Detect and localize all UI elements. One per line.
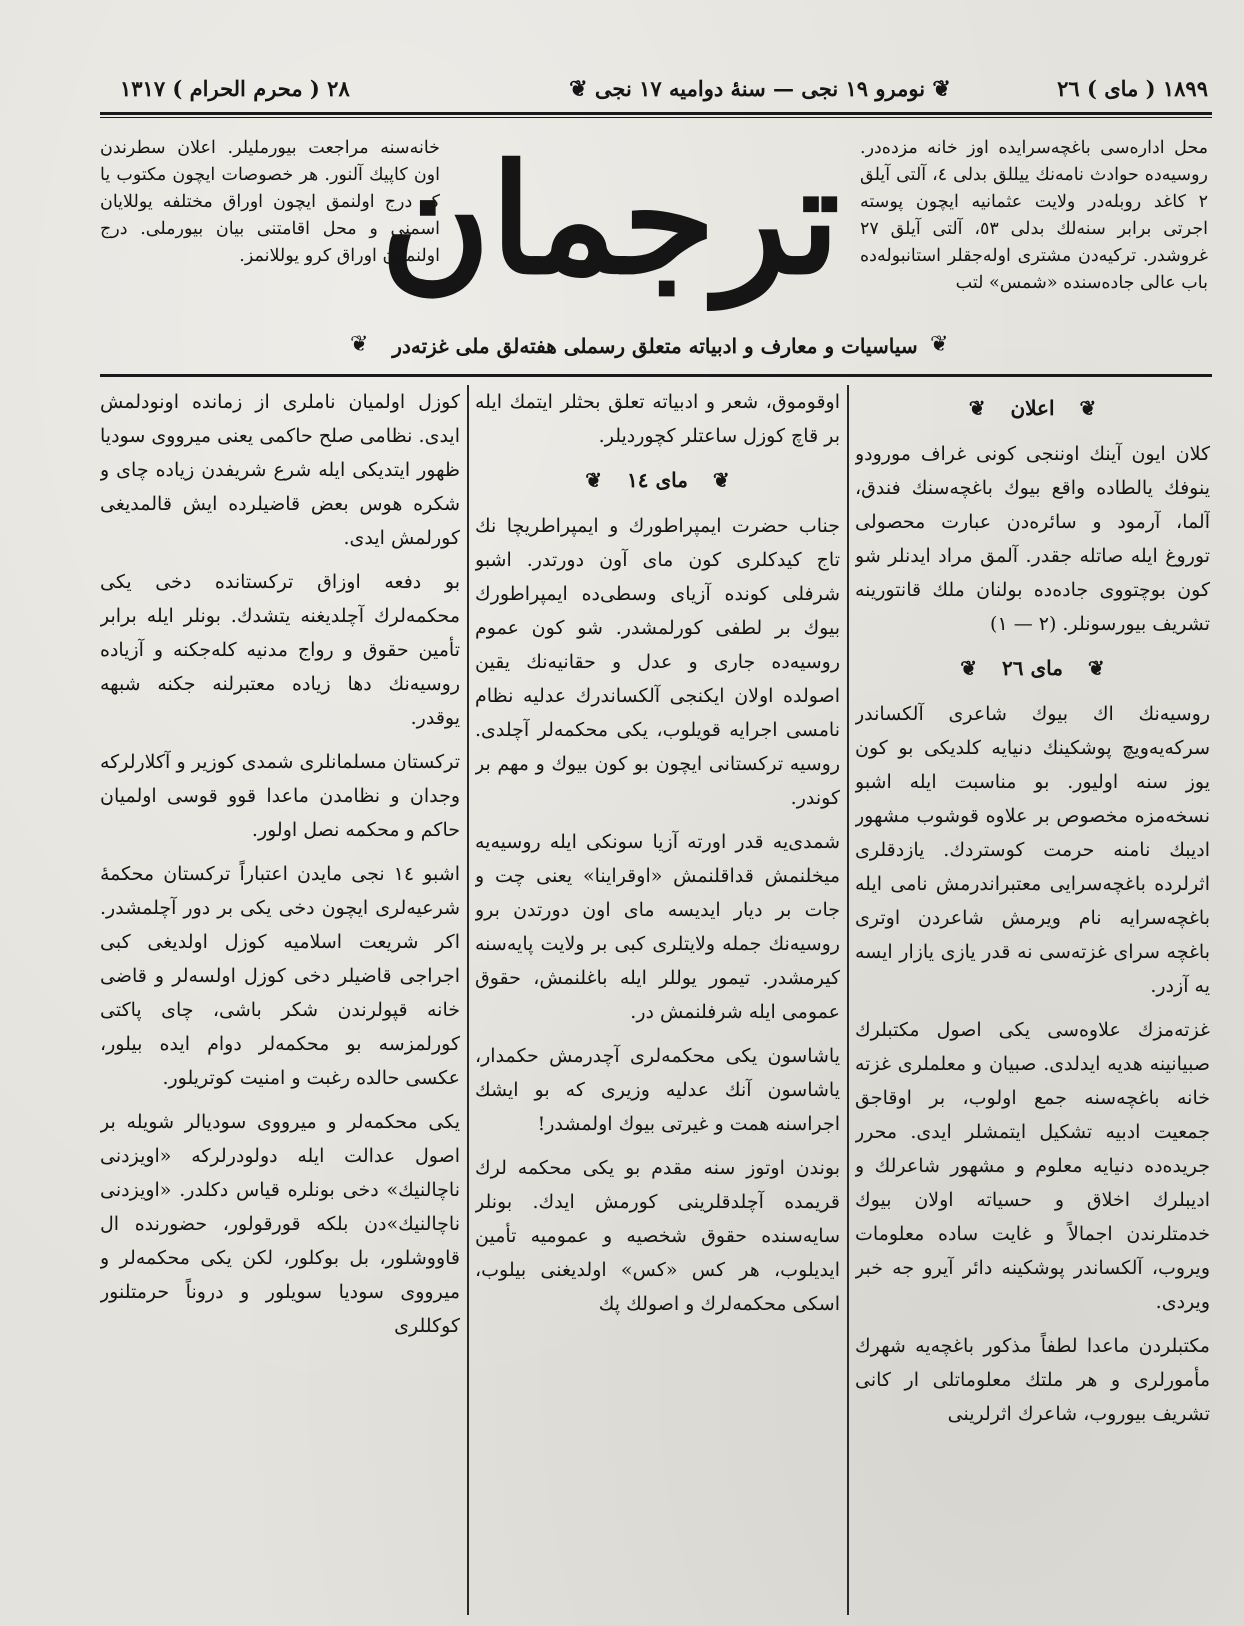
paragraph: بوندن اوتوز سنه مقدم بو یكى محكمه لرك قریمده آچلدقلرینى كورمش ایدك. بونلر سایه‌سنده حقوق شخصیه و عمومیه تأمین ایدیلوب، هر كس «كس» اولدیغنى بیلوب، اسكى محكمه‌لرك و اصولك پك <box>475 1157 840 1315</box>
paragraph: تركستان مسلمانلرى شمدى كوزیر و آكلارلركه وجدان و نظامدن ماعدا قوو قوسى اولمیان حاكم و محكمه نصل اولور. <box>100 751 460 841</box>
paragraph: كلان ایون آینك اوننجى كونى غراف مورودو ینوفك یالطاده واقع بیوك باغچه‌سنك فندق، آلما، آرمود و سائره‌دن عبارت محصولى توروغ ایله صاتله جقدر. آلمق مراد ایدنلر شو كون بوچتووى جاده‌ده بولنان ملك قانتورینه تشریف بیورسونلر. (٢ — ١) <box>855 443 1210 635</box>
issue-number <box>560 76 960 102</box>
hijri-date: ٢٨ ( محرم الحرام ) ١٣١٧ <box>120 76 350 101</box>
gregorian-date: ١٨٩٩ ( ماى ) ٢٦ <box>1057 76 1208 101</box>
ornament-icon: ❦ <box>960 656 978 680</box>
issue-number-text: نومرو ١٩ نجى — سنهٔ دوامیه ١٧ نجى <box>594 76 926 101</box>
paragraph: جناب حضرت ایمپراطورك و ایمپراطریچا نك تاج كیدكلرى كون ماى آون دورتدر. اشبو شرفلى كونده آزیاى وسطى‌ده ایمپراطورك بیوك بر لطفى كورلمشدر. شو كون عموم روسیه‌ده جارى و عدل و حقانیه‌نك یقین اصولده اولان ایكنجى آلكساندرك عدلیه نظام نامسى اجرایه قویلوب، یكى محكمه‌لر آچلدى. روسیه تركستانى ایچون بو كون بیوك و مهم بر كوندر. <box>475 515 840 809</box>
paragraph: شمدى‌یه قدر اورته آزیا سونكى ایله روسیه‌یه میخلنمش قداقلنمش «اوقراینا» یعنى چت و جات بر دیار ایدیسه ماى اون دورتدن برو روسیه‌نك جمله ولایتلرى كبى بر ولایت پایه‌سنه كیرمشدر. تیمور یوللر ایله باغلنمش، حقوق عمومى ایله شرفلنمش در. <box>475 831 840 1023</box>
paragraph: مكتبلردن ماعدا لطفاً مذكور باغچه‌یه شهرك مأمورلرى و هر ملتك معلوماتلى ار كانى تشریف بیوروب، شاعرك اثرلرینى <box>855 1335 1210 1425</box>
ornament-icon: ❦ <box>585 468 603 492</box>
section-heading-text: اعلان <box>1010 396 1055 420</box>
section-heading-text: ماى ٢٦ <box>1002 656 1063 680</box>
masthead-title: ترجمان <box>380 132 840 308</box>
masthead-subscription-info: محل اداره‌سى باغچه‌سرایده اوز خانه مزده‌در. روسیه‌ده حوادث نامه‌نك ییللق بدلى ٤، آلتى آیلق ٢ كاغد روبله‌در ولایت عثمانیه ایچون پوسته اجرتى برابر سنه‌لك بدلى ٥٣، آلتى آیلق ٢٧ غروشدر. تركیه‌دن مشترى اوله‌جقلر استانبوله‌ده باب عالى جاده‌سنده «شمس» لتب <box>860 138 1208 293</box>
ornament-icon: ❦ <box>1087 656 1105 680</box>
paragraph: كوزل اولمیان ناملرى از زمانده اونودلمش ایدى. نظامى صلح حاكمى یعنى میرووى سودیا ظهور ایتدیكى ایله شرع شریفدن زیاده چاى و شكره هوس بعض قاضیلرده ایش قالمدیغى كورلمش ایدى. <box>100 391 460 549</box>
paragraph: غزته‌مزك علاوه‌سى یكى اصول مكتبلرك صبیانینه هدیه ایدلدى. صبیان و معلملرى غزته خانه باغچه‌سنه جمع اولوب، بر اوقاجق جمعیت ادبیه تشكیل ایتمشلر ایدى. محرر جریده‌ده دنیایه معلوم و مشهور شاعرلك و ادیبلرك اخلاق و حسیاته اولان بیوك خدمتلرندن اجمالاً و غایت ساده معلومات ویروب، آلكساندر پوشكینه دائر آیرو جه خبر ویردى. <box>855 1019 1210 1313</box>
paragraph: اوقوموق، شعر و ادبیاته تعلق بحثلر ایتمك ایله بر قاچ كوزل ساعتلر كچوردیلر. <box>475 391 840 447</box>
paragraph: یكى محكمه‌لر و میرووى سودیالر شویله بر اصول عدالت ایله دولودرلركه «اویزدنى ناچالنیك» دخى بونلره قیاس دكلدر. «اویزدنى ناچالنیك»دن بلكه قورقولور، حضورنده ال قاووشلور، بل بوكلور، لكن یكى محكمه‌لر و میرووى سودیا سویلور و دروناً حرمتلنور كوكللرى <box>100 1111 460 1337</box>
paragraph: یاشاسون یكى محكمه‌لرى آچدرمش حكمدار، یاشاسون آنك عدلیه وزیرى كه بو ایشك اجراسنه همت و غیرتى بیوك اولمشدر! <box>475 1045 840 1135</box>
section-heading <box>855 391 1210 425</box>
paragraph: اشبو ١٤ نجى مایدن اعتباراً تركستان محكمهٔ شرعیه‌لرى ایچون دخى یكى بر دور آچلمشدر. اكر شریعت اسلامیه كوزل اولدیغى كبى اجراجى قاضیلر دخى كوزل اولسه‌لر و قاضى خانه قپولرندن شكر باشى، چاى پاكتى كورلمزسه بو محكمه‌لر دوام ایده بیلور، عكسى حالده رغبت و امنیت كوتریلور. <box>100 863 460 1089</box>
dateline <box>100 76 1208 116</box>
column-divider <box>467 385 469 1615</box>
ornament-icon: ❦ <box>968 396 986 420</box>
paragraph: روسیه‌نك اك بیوك شاعرى آلكساندر سركه‌یه‌ویچ پوشكینك دنیایه كلدیكى بو كون یوز سنه اولیور. بو مناسبت ایله اشبو نسخه‌مزه مخصوص بر علاوه قوشوب مشهور ادیبك نامنه حرمت كوستردك. یازدقلرى اثرلرده باغچه‌سرایى معتبراندرمش نامى ایله باغچه‌سرایه نام ویرمش شاعردن اوترى باغچه سراى غزته‌سى نه قدر یازى یازار ایسه یه آزدر. <box>855 703 1210 997</box>
ornament-icon: ❦ <box>932 76 951 102</box>
section-heading <box>855 651 1210 685</box>
section-heading <box>475 463 840 497</box>
ornament-icon: ❦ <box>569 76 588 102</box>
paragraph: بو دفعه اوزاق تركستانده دخى یكى محكمه‌لرك آچلدیغنه یتشدك. بونلر ایله برابر تأمین حقوق و رواج مدنیه كله‌جكنه و آزیاده روسیه‌نك دها زیاده معتبرلنه جكنه شبهه یوقدر. <box>100 571 460 729</box>
section-heading-text: ماى ١٤ <box>627 468 688 492</box>
ornament-icon: ❦ <box>350 332 369 357</box>
top-rule-thin <box>100 117 1212 118</box>
column-divider <box>847 385 849 1615</box>
masthead-advertising-info: خانه‌سنه مراجعت بیورملیلر. اعلان سطرندن اون كاپیك آلنور. هر خصوصات ایچون مكتوب یا كه درج اولنمق ایچون اوراق مختلفه یوللایان اسمنى و محل اقامتنى بیان بیورملى. درج اولنمیان اوراق كرو یوللانمز. <box>100 138 440 266</box>
ornament-icon: ❦ <box>1079 396 1097 420</box>
masthead-subtitle: سیاسیات و معارف و ادبیاته متعلق رسملى هفته‌لق ملى غزته‌در <box>392 334 918 358</box>
column-center <box>475 385 840 1615</box>
masthead-rule <box>100 374 1212 377</box>
ornament-icon: ❦ <box>930 332 949 357</box>
column-right <box>855 385 1210 1615</box>
ornament-icon: ❦ <box>712 468 730 492</box>
top-rule <box>100 112 1212 115</box>
column-left <box>100 385 460 1615</box>
